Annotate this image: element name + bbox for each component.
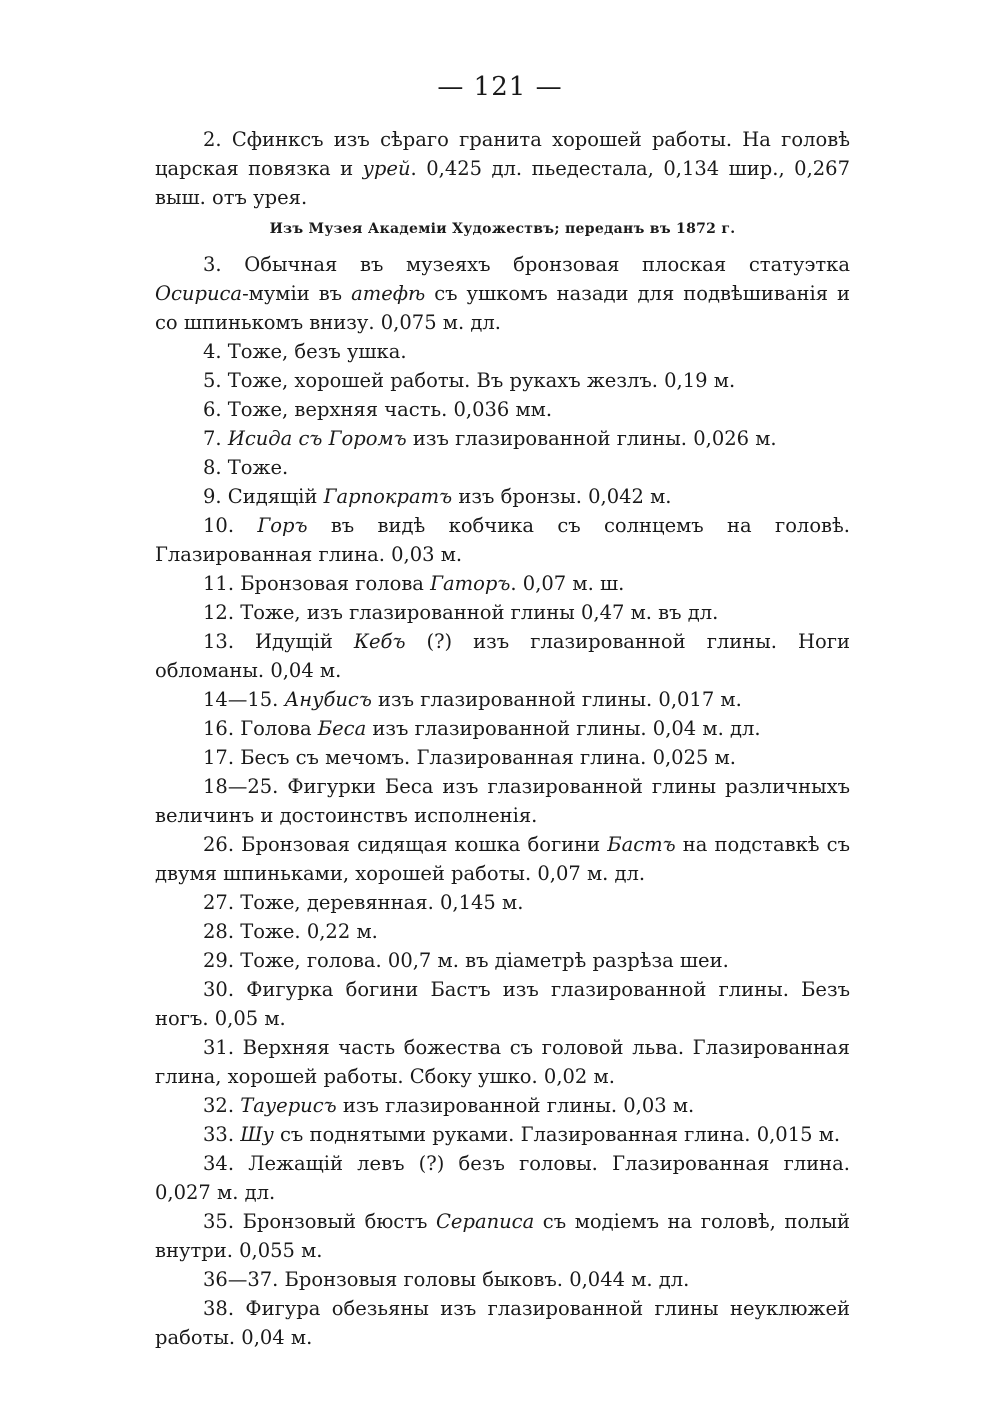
entry-italic-text: Горъ [257, 514, 308, 537]
entry-text: 14—15. [203, 688, 285, 711]
catalog-entry [155, 917, 850, 946]
catalog-entry [155, 1120, 850, 1149]
catalog-entry [155, 1207, 850, 1265]
entry-text: 17. Бесъ съ мечомъ. Глазированная глина. 0,025 м. [203, 746, 736, 769]
entry-text: 11. Бронзовая голова [203, 572, 431, 595]
catalog-entry [155, 1265, 850, 1294]
catalog-entry [155, 1033, 850, 1091]
entry-text: въ видѣ кобчика съ солнцемъ на головѣ. Глазированная глина. 0,03 м. [155, 514, 850, 566]
catalog-entry [155, 511, 850, 569]
entry-text: 34. Лежащій левъ (?) безъ головы. Глазированная глина. 0,027 м. дл. [155, 1152, 850, 1204]
catalog-entry [155, 743, 850, 772]
entry-text: 35. Бронзовый бюстъ [203, 1210, 436, 1233]
catalog-text [155, 125, 850, 1352]
entry-text: изъ глазированной глины. 0,03 м. [336, 1094, 695, 1117]
entry-text: 13. Идущій [203, 630, 354, 653]
entry-text: съ модіемъ на головѣ, полый внутри. 0,055 м. [155, 1210, 850, 1262]
entry-text: 7. [203, 427, 228, 450]
catalog-entry [155, 125, 850, 212]
entry-italic-text: Бастъ [607, 833, 676, 856]
entry-text: изъ глазированной глины. 0,017 м. [371, 688, 742, 711]
entry-text: 10. [203, 514, 258, 537]
entry-text: изъ бронзы. 0,042 м. [452, 485, 672, 508]
source-note: Изъ Музея Академіи Художествъ; переданъ въ 1872 г. [269, 221, 736, 237]
entry-italic-text: Гаторъ [430, 572, 511, 595]
catalog-entry [155, 946, 850, 975]
entry-text: 8. Тоже. [203, 456, 289, 479]
entry-text: 2. Сфинксъ изъ сѣраго гранита хорошей работы. На головѣ царская повязка и [155, 128, 850, 180]
catalog-entry [155, 250, 850, 337]
entry-text: изъ глазированной глины. 0,04 м. дл. [366, 717, 761, 740]
catalog-entry [155, 366, 850, 395]
entry-text: съ поднятыми руками. Глазированная глина. 0,015 м. [273, 1123, 841, 1146]
catalog-entry [155, 627, 850, 685]
entry-italic-text: Сераписа [436, 1210, 535, 1233]
catalog-entry [155, 975, 850, 1033]
page-number: — 121 — [437, 72, 563, 102]
entry-text: . 0,07 м. ш. [510, 572, 625, 595]
entry-text: съ ушкомъ назади для подвѣшиванія и со шпинькомъ внизу. 0,075 м. дл. [155, 282, 850, 334]
entry-text: на подставкѣ съ двумя шпиньками, хорошей работы. 0,07 м. дл. [155, 833, 850, 885]
entry-italic-text: Анубисъ [284, 688, 372, 711]
entry-italic-text: Шу [240, 1123, 274, 1146]
entry-text: 38. Фигура обезьяны изъ глазированной глины неуклюжей работы. 0,04 м. [155, 1297, 850, 1349]
entry-text: 18—25. Фигурки Беса изъ глазированной глины различныхъ величинъ и достоинствъ исполненія. [155, 775, 850, 827]
entry-text: 16. Голова [203, 717, 318, 740]
catalog-entry [155, 1149, 850, 1207]
entry-italic-text: атефѣ [351, 282, 426, 305]
entry-text: изъ глазированной глины. 0,026 м. [406, 427, 777, 450]
catalog-entry [155, 714, 850, 743]
catalog-entry [155, 1294, 850, 1352]
catalog-entry [155, 482, 850, 511]
catalog-entry [155, 888, 850, 917]
catalog-entry [155, 598, 850, 627]
catalog-entry [155, 685, 850, 714]
entry-text: 31. Верхняя часть божества съ головой льва. Глазированная глина, хорошей работы. Сбоку ушко. 0,02 м. [155, 1036, 850, 1088]
entry-text: 4. Тоже, безъ ушка. [203, 340, 407, 363]
entry-italic-text: Беса [317, 717, 367, 740]
entry-italic-text: Осириса [155, 282, 243, 305]
entry-italic-text: Гарпократъ [323, 485, 453, 508]
entry-text: -муміи въ [242, 282, 352, 305]
entry-italic-text: Кебъ [353, 630, 406, 653]
catalog-entry [155, 424, 850, 453]
entry-text: 33. [203, 1123, 241, 1146]
entry-text: 28. Тоже. 0,22 м. [203, 920, 378, 943]
catalog-entry [155, 830, 850, 888]
entry-text: 26. Бронзовая сидящая кошка богини [203, 833, 608, 856]
entry-text: 6. Тоже, верхняя часть. 0,036 мм. [203, 398, 553, 421]
catalog-entry [155, 569, 850, 598]
entry-text: 12. Тоже, изъ глазированной глины 0,47 м. въ дл. [203, 601, 719, 624]
entry-italic-text: Исида съ Горомъ [227, 427, 407, 450]
entry-text: 3. Обычная въ музеяхъ бронзовая плоская статуэтка [203, 253, 850, 276]
entry-text: (?) изъ глазированной глины. Ноги обломаны. 0,04 м. [155, 630, 850, 682]
catalog-entry [155, 1091, 850, 1120]
entry-text: 27. Тоже, деревянная. 0,145 м. [203, 891, 524, 914]
entry-text: 32. [203, 1094, 241, 1117]
entry-text: 30. Фигурка богини Бастъ изъ глазированной глины. Безъ ногъ. 0,05 м. [155, 978, 850, 1030]
entry-text: 5. Тоже, хорошей работы. Въ рукахъ жезлъ. 0,19 м. [203, 369, 736, 392]
entry-text: 29. Тоже, голова. 00,7 м. въ діаметрѣ разрѣза шеи. [203, 949, 729, 972]
catalog-entry [155, 772, 850, 830]
entry-italic-text: Тауерисъ [240, 1094, 337, 1117]
entry-text: 9. Сидящій [203, 485, 324, 508]
catalog-entry [155, 337, 850, 366]
catalog-entry [155, 453, 850, 482]
entry-text: 36—37. Бронзовыя головы быковъ. 0,044 м. дл. [203, 1268, 690, 1291]
entry-italic-text: урей [362, 157, 411, 180]
entry-text: . 0,425 дл. пьедестала, 0,134 шир., 0,267 выш. отъ урея. [155, 157, 850, 209]
catalog-entry [155, 395, 850, 424]
